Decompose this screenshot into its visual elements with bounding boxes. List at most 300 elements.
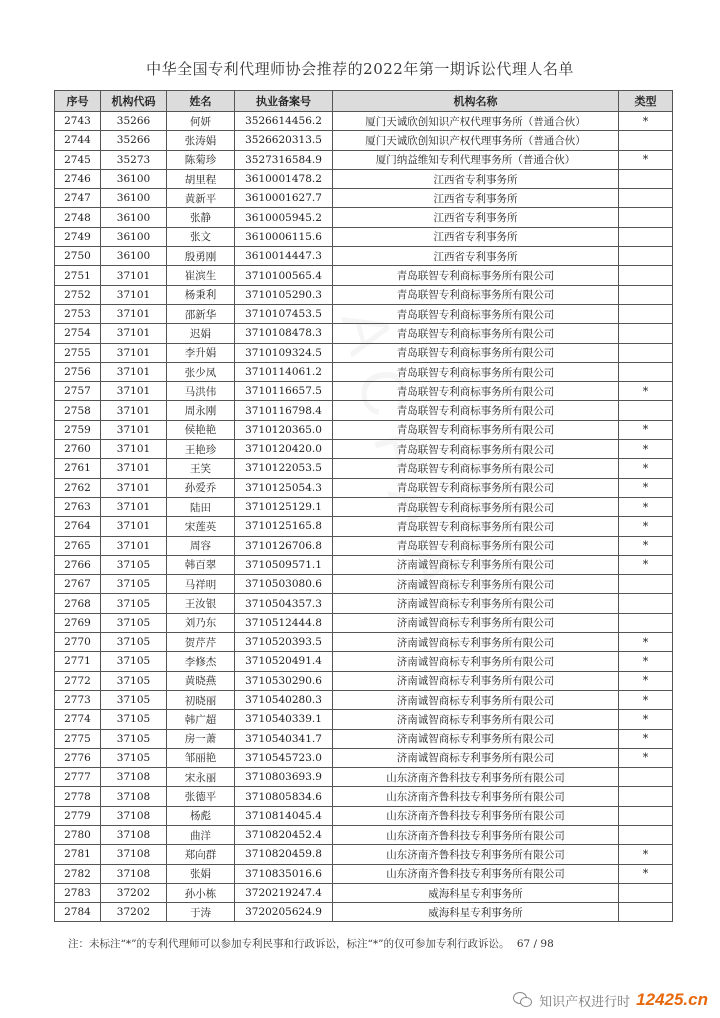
cell-name: 张少凤: [167, 362, 235, 381]
cell-name: 王汝银: [167, 594, 235, 613]
cell-record-no: 3710540280.3: [235, 690, 333, 709]
cell-org-name: 济南诚智商标专利事务所有限公司: [333, 710, 619, 729]
cell-name: 马洪伟: [167, 382, 235, 401]
table-row: [55, 227, 673, 246]
brand-logo: 12425.cn: [636, 990, 708, 1009]
cell-org-name: 青岛联智专利商标事务所有限公司: [333, 343, 619, 362]
cell-org-code: 37101: [101, 285, 167, 304]
cell-name: 杨秉利: [167, 285, 235, 304]
cell-seq: 2750: [55, 247, 101, 266]
cell-type: [619, 362, 673, 381]
cell-type: *: [619, 710, 673, 729]
cell-org-code: 37101: [101, 382, 167, 401]
cell-record-no: 3710125165.8: [235, 517, 333, 536]
table-row: [55, 266, 673, 285]
table-row: [55, 845, 673, 864]
cell-record-no: 3710105290.3: [235, 285, 333, 304]
cell-type: *: [619, 748, 673, 767]
cell-type: *: [619, 517, 673, 536]
cell-record-no: 3710116798.4: [235, 401, 333, 420]
cell-org-name: 青岛联智专利商标事务所有限公司: [333, 497, 619, 516]
table-row: [55, 150, 673, 169]
cell-seq: 2762: [55, 478, 101, 497]
table-row: [55, 555, 673, 574]
cell-org-name: 江西省专利事务所: [333, 227, 619, 246]
document-title: 中华全国专利代理师协会推荐的2022年第一期诉讼代理人名单: [146, 60, 574, 78]
cell-org-code: 36100: [101, 247, 167, 266]
cell-seq: 2780: [55, 825, 101, 844]
table-row: [55, 787, 673, 806]
cell-org-name: 济南诚智商标专利事务所有限公司: [333, 575, 619, 594]
cell-org-code: 35273: [101, 150, 167, 169]
cell-org-code: 37108: [101, 825, 167, 844]
table-row: [55, 208, 673, 227]
cell-seq: 2766: [55, 555, 101, 574]
cell-org-name: 江西省专利事务所: [333, 247, 619, 266]
cell-name: 崔滨生: [167, 266, 235, 285]
cell-name: 孙爱乔: [167, 478, 235, 497]
cell-seq: 2747: [55, 189, 101, 208]
cell-name: 黄晓燕: [167, 671, 235, 690]
cell-org-code: 37105: [101, 555, 167, 574]
table-row: [55, 825, 673, 844]
cell-org-code: 37105: [101, 729, 167, 748]
table-row: [55, 131, 673, 150]
cell-org-code: 37108: [101, 806, 167, 825]
cell-org-name: 山东济南齐鲁科技专利事务所有限公司: [333, 864, 619, 883]
cell-type: *: [619, 555, 673, 574]
cell-org-code: 37105: [101, 594, 167, 613]
cell-name: 胡里程: [167, 169, 235, 188]
table-row: [55, 517, 673, 536]
cell-org-code: 37101: [101, 266, 167, 285]
cell-type: [619, 247, 673, 266]
cell-org-code: 37108: [101, 845, 167, 864]
cell-record-no: 3710545723.0: [235, 748, 333, 767]
cell-type: [619, 768, 673, 787]
cell-name: 何妍: [167, 112, 235, 131]
cell-name: 周容: [167, 536, 235, 555]
cell-seq: 2753: [55, 304, 101, 323]
cell-type: *: [619, 420, 673, 439]
cell-record-no: 3526614456.2: [235, 112, 333, 131]
cell-org-name: 青岛联智专利商标事务所有限公司: [333, 304, 619, 323]
cell-org-name: 济南诚智商标专利事务所有限公司: [333, 613, 619, 632]
cell-org-name: 青岛联智专利商标事务所有限公司: [333, 401, 619, 420]
table-row: [55, 285, 673, 304]
header-name: 姓名: [167, 91, 235, 112]
table-row: [55, 189, 673, 208]
cell-record-no: 3710520491.4: [235, 652, 333, 671]
cell-org-name: 青岛联智专利商标事务所有限公司: [333, 266, 619, 285]
cell-name: 郑向群: [167, 845, 235, 864]
header-org-code: 机构代码: [101, 91, 167, 112]
cell-name: 杨彪: [167, 806, 235, 825]
table-row: [55, 382, 673, 401]
cell-record-no: 3610001478.2: [235, 169, 333, 188]
cell-seq: 2767: [55, 575, 101, 594]
cell-type: [619, 613, 673, 632]
cell-name: 张娟: [167, 864, 235, 883]
cell-org-code: 37202: [101, 903, 167, 922]
cell-org-code: 37108: [101, 768, 167, 787]
cell-record-no: 3527316584.9: [235, 150, 333, 169]
cell-record-no: 3710540341.7: [235, 729, 333, 748]
cell-record-no: 3610006115.6: [235, 227, 333, 246]
table-row: [55, 478, 673, 497]
cell-name: 初晓丽: [167, 690, 235, 709]
table-row: [55, 864, 673, 883]
table-row: [55, 748, 673, 767]
cell-seq: 2778: [55, 787, 101, 806]
cell-type: *: [619, 536, 673, 555]
cell-record-no: 3710814045.4: [235, 806, 333, 825]
table-row: [55, 710, 673, 729]
cell-type: *: [619, 690, 673, 709]
cell-name: 贺芹芹: [167, 633, 235, 652]
cell-name: 韩广超: [167, 710, 235, 729]
cell-name: 王艳珍: [167, 440, 235, 459]
cell-type: [619, 285, 673, 304]
cell-org-code: 35266: [101, 112, 167, 131]
cell-seq: 2775: [55, 729, 101, 748]
table-row: [55, 497, 673, 516]
cell-org-code: 36100: [101, 208, 167, 227]
cell-seq: 2779: [55, 806, 101, 825]
cell-seq: 2771: [55, 652, 101, 671]
cell-seq: 2755: [55, 343, 101, 362]
cell-name: 张文: [167, 227, 235, 246]
cell-org-name: 厦门天诚欣创知识产权代理事务所（普通合伙）: [333, 131, 619, 150]
cell-type: *: [619, 440, 673, 459]
cell-name: 宋莲英: [167, 517, 235, 536]
cell-seq: 2777: [55, 768, 101, 787]
cell-record-no: 3710100565.4: [235, 266, 333, 285]
cell-type: [619, 825, 673, 844]
cell-record-no: 3710125054.3: [235, 478, 333, 497]
cell-org-name: 厦门纳益维知专利代理事务所（普通合伙）: [333, 150, 619, 169]
cell-record-no: 3710509571.1: [235, 555, 333, 574]
cell-type: [619, 575, 673, 594]
cell-record-no: 3710503080.6: [235, 575, 333, 594]
cell-seq: 2783: [55, 883, 101, 902]
cell-name: 李升娟: [167, 343, 235, 362]
cell-type: *: [619, 497, 673, 516]
cell-record-no: 3526620313.5: [235, 131, 333, 150]
cell-name: 殷勇刚: [167, 247, 235, 266]
agent-roster-table: [54, 90, 673, 922]
cell-type: *: [619, 112, 673, 131]
cell-org-code: 37105: [101, 613, 167, 632]
cell-type: *: [619, 459, 673, 478]
cell-record-no: 3710805834.6: [235, 787, 333, 806]
cell-record-no: 3710125129.1: [235, 497, 333, 516]
cell-name: 迟娟: [167, 324, 235, 343]
cell-org-name: 济南诚智商标专利事务所有限公司: [333, 671, 619, 690]
cell-org-name: 济南诚智商标专利事务所有限公司: [333, 729, 619, 748]
cell-record-no: 3710114061.2: [235, 362, 333, 381]
table-row: [55, 169, 673, 188]
cell-type: [619, 304, 673, 323]
cell-org-name: 山东济南齐鲁科技专利事务所有限公司: [333, 825, 619, 844]
footnote-text: 注：未标注“*”的专利代理师可以参加专利民事和行政诉讼，标注“*”的仅可参加专利行政诉讼。: [68, 938, 510, 950]
header-org-name: 机构名称: [333, 91, 619, 112]
cell-org-name: 青岛联智专利商标事务所有限公司: [333, 362, 619, 381]
cell-record-no: 3720205624.9: [235, 903, 333, 922]
cell-seq: 2743: [55, 112, 101, 131]
table-row: [55, 903, 673, 922]
cell-type: *: [619, 845, 673, 864]
cell-name: 孙小栋: [167, 883, 235, 902]
cell-name: 韩百翠: [167, 555, 235, 574]
table-row: [55, 594, 673, 613]
cell-type: *: [619, 150, 673, 169]
table-row: [55, 806, 673, 825]
table-header-row: [55, 91, 673, 112]
brand-watermark: [513, 990, 708, 1010]
cell-org-name: 山东济南齐鲁科技专利事务所有限公司: [333, 806, 619, 825]
table-row: [55, 362, 673, 381]
table-row: [55, 652, 673, 671]
cell-seq: 2754: [55, 324, 101, 343]
cell-name: 马祥明: [167, 575, 235, 594]
cell-seq: 2765: [55, 536, 101, 555]
header-type: 类型: [619, 91, 673, 112]
cell-name: 于涛: [167, 903, 235, 922]
cell-type: *: [619, 671, 673, 690]
cell-org-name: 济南诚智商标专利事务所有限公司: [333, 555, 619, 574]
table-row: [55, 575, 673, 594]
cell-name: 陈菊珍: [167, 150, 235, 169]
cell-name: 张涛娟: [167, 131, 235, 150]
page-number: 67 / 98: [516, 938, 554, 950]
cell-org-code: 37105: [101, 575, 167, 594]
cell-org-name: 青岛联智专利商标事务所有限公司: [333, 459, 619, 478]
cell-org-name: 青岛联智专利商标事务所有限公司: [333, 478, 619, 497]
cell-name: 曲洋: [167, 825, 235, 844]
table-row: [55, 768, 673, 787]
cell-org-code: 37105: [101, 690, 167, 709]
cell-org-code: 36100: [101, 227, 167, 246]
cell-record-no: 3710803693.9: [235, 768, 333, 787]
cell-type: [619, 903, 673, 922]
brand-account: 知识产权进行时: [539, 994, 631, 1010]
table-row: [55, 459, 673, 478]
cell-seq: 2760: [55, 440, 101, 459]
cell-record-no: 3710820459.8: [235, 845, 333, 864]
cell-org-name: 济南诚智商标专利事务所有限公司: [333, 633, 619, 652]
cell-record-no: 3720219247.4: [235, 883, 333, 902]
cell-seq: 2782: [55, 864, 101, 883]
cell-org-code: 37101: [101, 440, 167, 459]
cell-org-code: 37101: [101, 401, 167, 420]
cell-seq: 2757: [55, 382, 101, 401]
table-row: [55, 324, 673, 343]
table-body: [55, 112, 673, 922]
cell-record-no: 3710520393.5: [235, 633, 333, 652]
cell-seq: 2748: [55, 208, 101, 227]
cell-type: *: [619, 652, 673, 671]
cell-seq: 2745: [55, 150, 101, 169]
cell-org-code: 37105: [101, 710, 167, 729]
header-seq: 序号: [55, 91, 101, 112]
cell-seq: 2772: [55, 671, 101, 690]
cell-record-no: 3710820452.4: [235, 825, 333, 844]
cell-org-code: 37105: [101, 748, 167, 767]
cell-type: *: [619, 864, 673, 883]
table-row: [55, 440, 673, 459]
cell-record-no: 3610014447.3: [235, 247, 333, 266]
cell-seq: 2774: [55, 710, 101, 729]
cell-seq: 2764: [55, 517, 101, 536]
cell-seq: 2770: [55, 633, 101, 652]
wechat-icon: [513, 992, 533, 1008]
cell-org-name: 威海科星专利事务所: [333, 883, 619, 902]
cell-name: 周永刚: [167, 401, 235, 420]
cell-type: [619, 227, 673, 246]
cell-record-no: 3610005945.2: [235, 208, 333, 227]
cell-org-name: 江西省专利事务所: [333, 189, 619, 208]
cell-name: 陆田: [167, 497, 235, 516]
cell-org-name: 青岛联智专利商标事务所有限公司: [333, 536, 619, 555]
cell-org-name: 青岛联智专利商标事务所有限公司: [333, 517, 619, 536]
table-row: [55, 883, 673, 902]
cell-org-name: 济南诚智商标专利事务所有限公司: [333, 690, 619, 709]
table-row: [55, 671, 673, 690]
table-row: [55, 343, 673, 362]
cell-org-code: 36100: [101, 169, 167, 188]
cell-seq: 2749: [55, 227, 101, 246]
cell-type: [619, 208, 673, 227]
cell-type: [619, 343, 673, 362]
cell-org-name: 青岛联智专利商标事务所有限公司: [333, 420, 619, 439]
table-row: [55, 729, 673, 748]
cell-org-name: 江西省专利事务所: [333, 208, 619, 227]
footnote: [68, 936, 554, 951]
cell-org-code: 35266: [101, 131, 167, 150]
cell-org-name: 青岛联智专利商标事务所有限公司: [333, 382, 619, 401]
cell-name: 张德平: [167, 787, 235, 806]
cell-record-no: 3710107453.5: [235, 304, 333, 323]
cell-seq: 2758: [55, 401, 101, 420]
cell-type: [619, 189, 673, 208]
cell-org-name: 威海科星专利事务所: [333, 903, 619, 922]
cell-record-no: 3710120365.0: [235, 420, 333, 439]
cell-seq: 2759: [55, 420, 101, 439]
cell-seq: 2761: [55, 459, 101, 478]
cell-org-code: 37101: [101, 343, 167, 362]
cell-org-code: 37101: [101, 420, 167, 439]
cell-org-name: 济南诚智商标专利事务所有限公司: [333, 652, 619, 671]
cell-record-no: 3710835016.6: [235, 864, 333, 883]
cell-type: [619, 324, 673, 343]
cell-org-name: 山东济南齐鲁科技专利事务所有限公司: [333, 768, 619, 787]
cell-seq: 2769: [55, 613, 101, 632]
cell-type: [619, 883, 673, 902]
cell-org-code: 37105: [101, 652, 167, 671]
cell-org-code: 37101: [101, 517, 167, 536]
cell-record-no: 3710122053.5: [235, 459, 333, 478]
cell-org-code: 36100: [101, 189, 167, 208]
cell-seq: 2756: [55, 362, 101, 381]
table-row: [55, 613, 673, 632]
cell-record-no: 3710530290.6: [235, 671, 333, 690]
cell-org-code: 37105: [101, 671, 167, 690]
cell-org-code: 37105: [101, 633, 167, 652]
cell-seq: 2751: [55, 266, 101, 285]
cell-org-code: 37101: [101, 478, 167, 497]
cell-type: [619, 131, 673, 150]
table-row: [55, 633, 673, 652]
cell-org-code: 37101: [101, 324, 167, 343]
cell-org-code: 37101: [101, 362, 167, 381]
cell-type: *: [619, 633, 673, 652]
cell-type: *: [619, 382, 673, 401]
cell-type: [619, 401, 673, 420]
cell-org-name: 青岛联智专利商标事务所有限公司: [333, 285, 619, 304]
cell-type: [619, 787, 673, 806]
cell-record-no: 3710116657.5: [235, 382, 333, 401]
cell-seq: 2773: [55, 690, 101, 709]
cell-record-no: 3710504357.3: [235, 594, 333, 613]
cell-org-code: 37101: [101, 536, 167, 555]
cell-seq: 2781: [55, 845, 101, 864]
cell-seq: 2744: [55, 131, 101, 150]
cell-org-code: 37101: [101, 459, 167, 478]
cell-type: [619, 169, 673, 188]
cell-org-code: 37202: [101, 883, 167, 902]
cell-org-name: 济南诚智商标专利事务所有限公司: [333, 748, 619, 767]
cell-org-code: 37101: [101, 304, 167, 323]
cell-record-no: 3710126706.8: [235, 536, 333, 555]
cell-name: 黄新平: [167, 189, 235, 208]
cell-type: [619, 266, 673, 285]
table-row: [55, 401, 673, 420]
table-row: [55, 420, 673, 439]
cell-org-name: 江西省专利事务所: [333, 169, 619, 188]
table-row: [55, 247, 673, 266]
table-row: [55, 690, 673, 709]
table-row: [55, 112, 673, 131]
table-row: [55, 304, 673, 323]
cell-name: 房一萧: [167, 729, 235, 748]
cell-type: [619, 806, 673, 825]
cell-org-name: 青岛联智专利商标事务所有限公司: [333, 440, 619, 459]
cell-org-name: 青岛联智专利商标事务所有限公司: [333, 324, 619, 343]
cell-type: *: [619, 729, 673, 748]
cell-name: 李修杰: [167, 652, 235, 671]
cell-org-name: 厦门天诚欣创知识产权代理事务所（普通合伙）: [333, 112, 619, 131]
cell-org-name: 山东济南齐鲁科技专利事务所有限公司: [333, 787, 619, 806]
cell-org-name: 山东济南齐鲁科技专利事务所有限公司: [333, 845, 619, 864]
cell-seq: 2784: [55, 903, 101, 922]
cell-record-no: 3710108478.3: [235, 324, 333, 343]
cell-name: 王笑: [167, 459, 235, 478]
cell-name: 宋永丽: [167, 768, 235, 787]
cell-org-code: 37108: [101, 787, 167, 806]
cell-type: [619, 594, 673, 613]
cell-seq: 2752: [55, 285, 101, 304]
cell-org-code: 37108: [101, 864, 167, 883]
cell-seq: 2776: [55, 748, 101, 767]
cell-name: 刘乃东: [167, 613, 235, 632]
cell-seq: 2746: [55, 169, 101, 188]
cell-record-no: 3710109324.5: [235, 343, 333, 362]
cell-org-name: 济南诚智商标专利事务所有限公司: [333, 594, 619, 613]
header-record-no: 执业备案号: [235, 91, 333, 112]
cell-record-no: 3710120420.0: [235, 440, 333, 459]
cell-record-no: 3610001627.7: [235, 189, 333, 208]
